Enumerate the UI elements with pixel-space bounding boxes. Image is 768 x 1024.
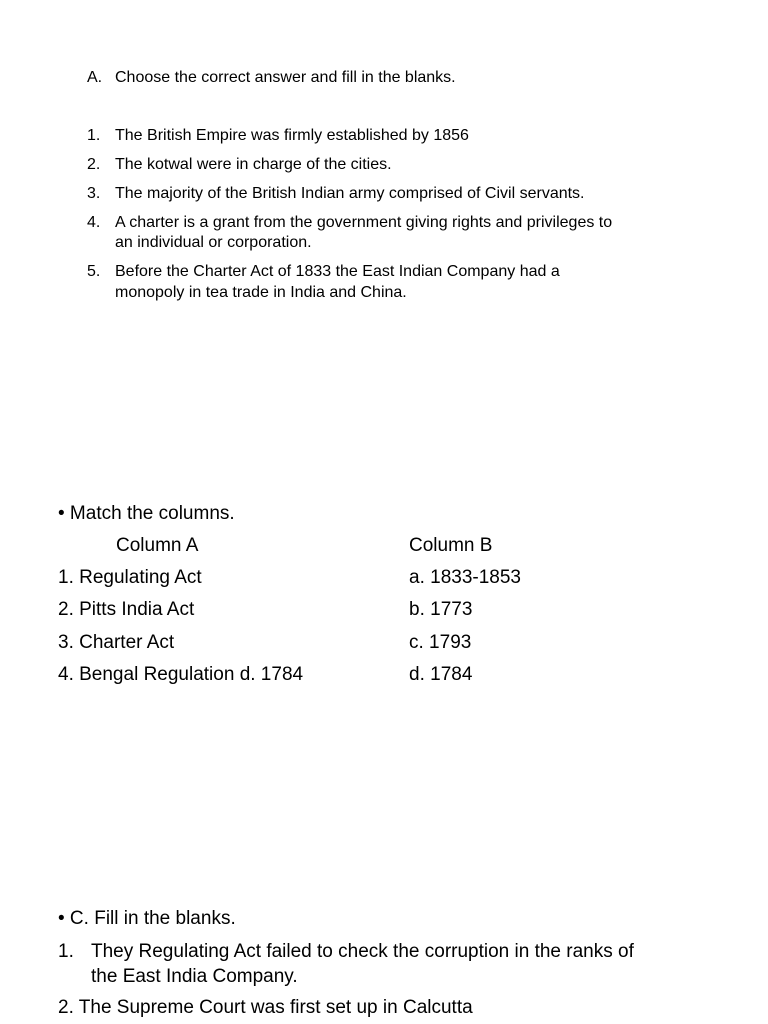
column-b-header: Column B <box>409 535 493 556</box>
list-item-text-continued: an individual or corporation. <box>115 234 312 251</box>
column-a-cell: 2. Pitts India Act <box>58 599 195 620</box>
list-item-number: 1. <box>58 941 74 962</box>
section-b-heading: • Match the columns. <box>58 503 235 524</box>
list-item-text: The kotwal were in charge of the cities. <box>115 156 392 173</box>
column-b-cell: b. 1773 <box>409 599 473 620</box>
list-item-text: 2. The Supreme Court was first set up in Calcutta <box>58 997 473 1018</box>
column-b-cell: c. 1793 <box>409 632 472 653</box>
column-a-cell: 4. Bengal Regulation d. 1784 <box>58 664 304 685</box>
list-item-text-continued: monopoly in tea trade in India and China. <box>115 284 407 301</box>
column-b-cell: d. 1784 <box>409 664 473 685</box>
list-item-number: 3. <box>87 185 101 202</box>
list-item-text: They Regulating Act failed to check the corruption in the ranks of <box>91 941 634 962</box>
list-item-number: 1. <box>87 127 101 144</box>
list-item-number: 2. <box>87 156 101 173</box>
column-a-cell: 3. Charter Act <box>58 632 175 653</box>
column-b-cell: a. 1833-1853 <box>409 567 521 588</box>
list-item-number: 4. <box>87 214 101 231</box>
list-item-text: A charter is a grant from the government giving rights and privileges to <box>115 214 613 231</box>
list-item-number: 5. <box>87 263 101 280</box>
column-a-cell: 1. Regulating Act <box>58 567 202 588</box>
list-item-text: The British Empire was firmly established by 1856 <box>115 127 469 144</box>
section-a-marker: A. <box>87 69 103 86</box>
list-item-text: The majority of the British Indian army comprised of Civil servants. <box>115 185 585 202</box>
section-c-heading: • C. Fill in the blanks. <box>58 908 236 929</box>
list-item-text-continued: the East India Company. <box>91 966 298 987</box>
section-a-heading: Choose the correct answer and fill in the blanks. <box>115 69 456 86</box>
list-item-text: Before the Charter Act of 1833 the East Indian Company had a <box>115 263 560 280</box>
column-a-header: Column A <box>116 535 199 556</box>
